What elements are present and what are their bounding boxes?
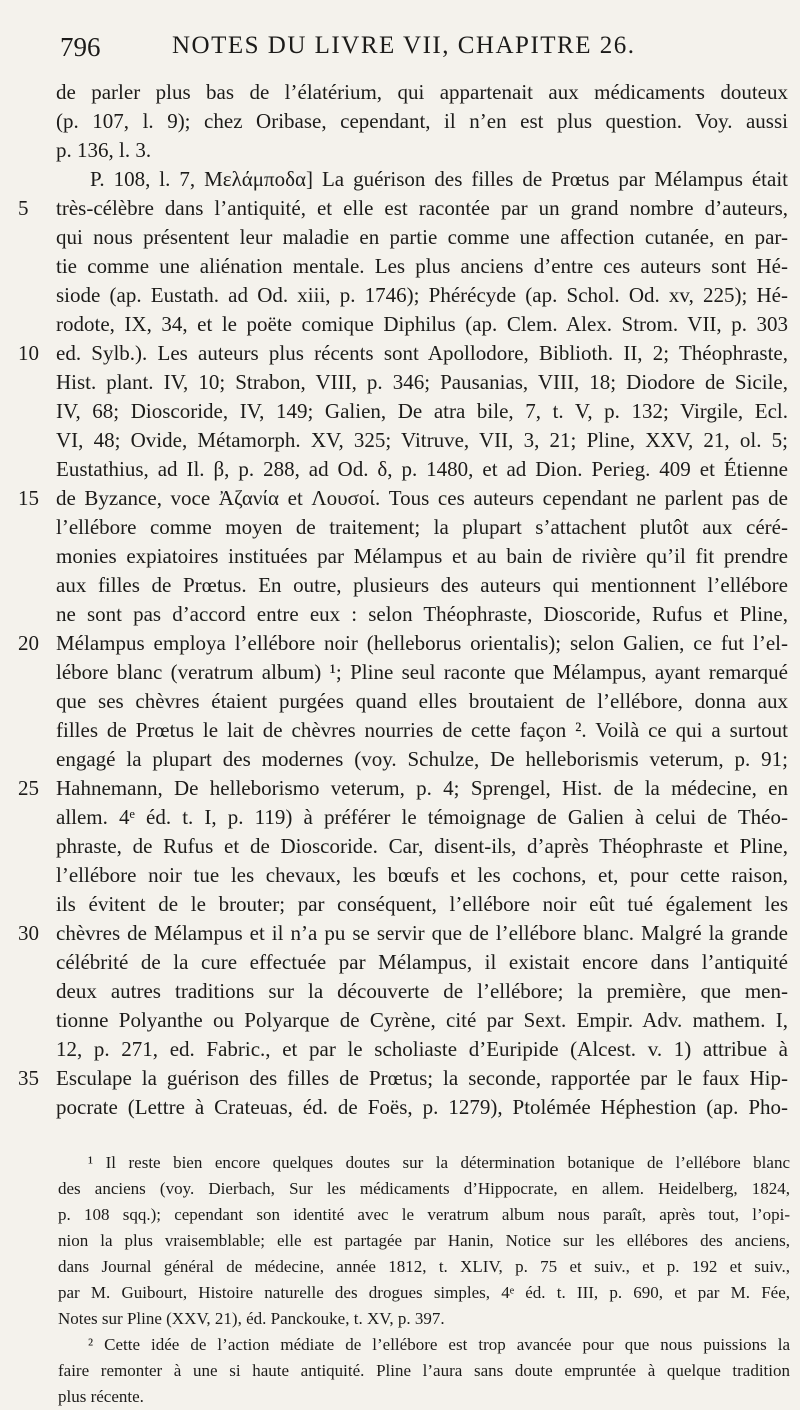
text-line: pocrate (Lettre à Crateuas, éd. de Foës, p. 1279), Ptolémée Héphestion (ap. Pho- (56, 1095, 788, 1119)
text-line: l’ellébore noir tue les chevaux, les bœufs et les cochons, et, pour cette raison, (56, 863, 788, 887)
text-line: qui nous présentent leur maladie en partie comme une affection cutanée, en par- (56, 225, 788, 249)
footnote-line: ¹ Il reste bien encore quelques doutes sur la détermination botanique de l’ellébore blanc (88, 1153, 790, 1172)
margin-line-number: 5 (18, 196, 29, 220)
text-line: siode (ap. Eustath. ad Od. xiii, p. 1746); Phérécyde (ap. Schol. Od. xv, 225); Hé- (56, 283, 788, 307)
footnote-line: ² Cette idée de l’action médiate de l’ellébore est trop avancée pour que nous puissions la (88, 1335, 790, 1354)
text-line: engagé la plupart des modernes (voy. Schulze, De helleborismis veterum, p. 91; (56, 747, 788, 771)
text-line: Hist. plant. IV, 10; Strabon, VIII, p. 346; Pausanias, VIII, 18; Diodore de Sicile, (56, 370, 788, 394)
margin-line-number: 20 (18, 631, 39, 655)
text-line: Esculape la guérison des filles de Prœtus; la seconde, rapportée par le faux Hip- (56, 1066, 788, 1090)
text-line: phraste, de Rufus et de Dioscoride. Car, disent-ils, d’après Théophraste et Pline, (56, 834, 788, 858)
margin-line-number: 10 (18, 341, 39, 365)
margin-line-number: 25 (18, 776, 39, 800)
footnote-line: Notes sur Pline (XXV, 21), éd. Panckouke, t. XV, p. 397. (58, 1309, 445, 1328)
footnote-line: plus récente. (58, 1387, 144, 1406)
text-line: aux filles de Prœtus. En outre, plusieurs des auteurs qui mentionnent l’ellébore (56, 573, 788, 597)
margin-line-number: 30 (18, 921, 39, 945)
text-line: ils évitent de le brouter; par conséquent, l’ellébore noir eût tué également les (56, 892, 788, 916)
text-line: filles de Prœtus le lait de chèvres nourries de cette façon ². Voilà ce qui a surtout (56, 718, 788, 742)
text-line: ed. Sylb.). Les auteurs plus récents sont Apollodore, Biblioth. II, 2; Théophraste, (56, 341, 788, 365)
text-line: tie comme une aliénation mentale. Les plus anciens d’entre ces auteurs sont Hé- (56, 254, 788, 278)
text-line: allem. 4ᵉ éd. t. I, p. 119) à préférer le témoignage de Galien à celui de Théo- (56, 805, 788, 829)
footnote-line: par M. Guibourt, Histoire naturelle des drogues simples, 4ᵉ éd. t. III, p. 690, et par M. Fée, (58, 1283, 790, 1302)
text-line: l’ellébore comme moyen de traitement; la plupart s’attachent plutôt aux céré- (56, 515, 788, 539)
footnote-line: p. 108 sqq.); cependant son identité avec le veratrum album nous paraît, après tout, l’opi- (58, 1205, 790, 1224)
text-line: très-célèbre dans l’antiquité, et elle est racontée par un grand nombre d’auteurs, (56, 196, 788, 220)
text-line: p. 136, l. 3. (56, 138, 152, 162)
text-line: VI, 48; Ovide, Métamorph. XV, 325; Vitruve, VII, 3, 21; Pline, XXV, 21, ol. 5; (56, 428, 788, 452)
margin-line-number: 35 (18, 1066, 39, 1090)
text-line: P. 108, l. 7, Μελάμποδα] La guérison des filles de Prœtus par Mélampus était (90, 167, 788, 191)
text-line: chèvres de Mélampus et il n’a pu se servir que de l’ellébore blanc. Malgré la grande (56, 921, 788, 945)
text-line: deux autres traditions sur la découverte de l’ellébore; la première, que men- (56, 979, 788, 1003)
footnote-line: faire remonter à une si haute antiquité. Pline l’aura sans doute empruntée à quelque tradition (58, 1361, 790, 1380)
text-line: ne sont pas d’accord entre eux : selon Théophraste, Dioscoride, Rufus et Pline, (56, 602, 788, 626)
footnote-line: nion la plus vraisemblable; elle est partagée par Hanin, Notice sur les ellébores des anciens, (58, 1231, 790, 1250)
text-line: que ses chèvres étaient purgées quand elles broutaient de l’ellébore, donna aux (56, 689, 788, 713)
text-line: tionne Polyanthe ou Polyarque de Cyrène, cité par Sext. Empir. Adv. mathem. I, (56, 1008, 788, 1032)
text-line: de Byzance, voce Ἀζανία et Λουσοί. Tous ces auteurs cependant ne parlent pas de (56, 486, 788, 510)
text-line: lébore blanc (veratrum album) ¹; Pline seul raconte que Mélampus, ayant remarqué (56, 660, 788, 684)
text-line: IV, 68; Dioscoride, IV, 149; Galien, De atra bile, 7, t. V, p. 132; Virgile, Ecl. (56, 399, 788, 423)
text-line: de parler plus bas de l’élatérium, qui appartenait aux médicaments douteux (56, 80, 788, 104)
footnote-line: dans Journal général de médecine, année 1812, t. XLIV, p. 75 et suiv., et p. 192 et suiv., (58, 1257, 790, 1276)
text-line: Eustathius, ad Il. β, p. 288, ad Od. δ, p. 1480, et ad Dion. Perieg. 409 et Étienne (56, 457, 788, 481)
running-header (60, 30, 780, 74)
text-line: Hahnemann, De helleborismo veterum, p. 4; Sprengel, Hist. de la médecine, en (56, 776, 788, 800)
text-line: (p. 107, l. 9); chez Oribase, cependant, il n’en est plus question. Voy. aussi (56, 109, 788, 133)
page-number: 796 (60, 32, 101, 62)
margin-line-number: 15 (18, 486, 39, 510)
running-title: NOTES DU LIVRE VII, CHAPITRE 26. (172, 32, 636, 59)
text-line: rodote, IX, 34, et le poëte comique Diphilus (ap. Clem. Alex. Strom. VII, p. 303 (56, 312, 788, 336)
footnote-line: des anciens (voy. Dierbach, Sur les médicaments d’Hippocrate, en allem. Heidelberg, 1824, (58, 1179, 790, 1198)
text-line: monies expiatoires instituées par Mélampus et au bain de rivière qu’il fit prendre (56, 544, 788, 568)
text-line: 12, p. 271, ed. Fabric., et par le scholiaste d’Euripide (Alcest. v. 1) attribue à (56, 1037, 788, 1061)
text-line: célébrité de la cure effectuée par Mélampus, il existait encore dans l’antiquité (56, 950, 788, 974)
text-line: Mélampus employa l’ellébore noir (helleborus orientalis); selon Galien, ce fut l’el- (56, 631, 788, 655)
